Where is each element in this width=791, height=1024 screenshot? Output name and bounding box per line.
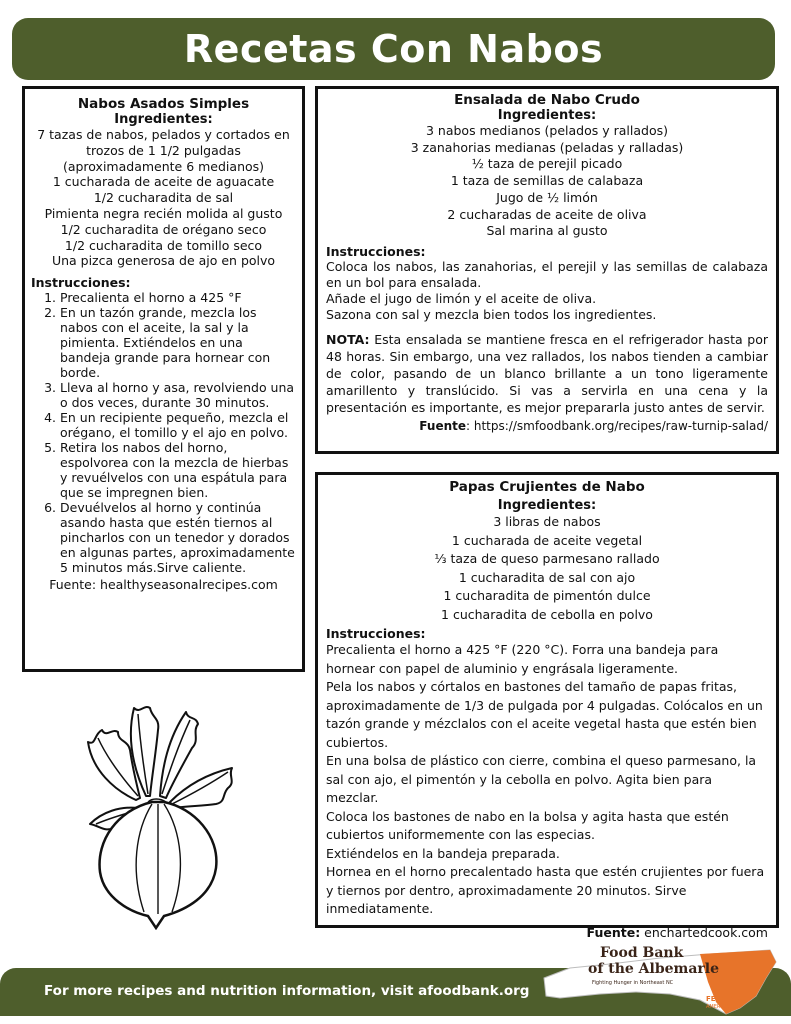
instruction-paragraph: Pela los nabos y córtalos en bastones del tamaño de papas fritas, aproximadamente de 1/3 de pulgada por 4 pulgadas. Colócalos en un tazón grande y mézclalos con el aceite vegetal hasta que estén bien cubiertos.	[326, 679, 763, 750]
header-banner	[12, 18, 775, 80]
instruction-step: 6. Devuélvelos al horno y continúa asando hasta que estén tiernos al pincharlos con un tenedor y dorados en algunas partes, aproximadamente 5 minutos más.Sirve caliente.	[60, 500, 296, 575]
ingredient-item: 1 taza de semillas de calabaza	[450, 173, 644, 189]
ingredient-item: 1 cucharada de aceite vegetal	[451, 532, 643, 548]
ingredients-heading: Ingredientes:	[497, 498, 597, 513]
instructions-heading: Instrucciones:	[326, 243, 426, 259]
instruction-paragraph: Precalienta el horno a 425 °F (220 °C). Forra una bandeja para hornear con papel de aluminio y engrásala ligeramente.	[326, 642, 719, 676]
note-text: Esta ensalada se mantiene fresca en el refrigerador hasta por 48 horas. Sin embargo, una vez rallados, los nabos tienden a cambiar de color, pasando de un blanco brillante a un tono ligeramente amarillento y translúcido. Si vas a servirla en una cena y la presentación es importante, es mejor prepararla justo antes de servir.	[326, 331, 768, 415]
ingredients-heading: Ingredientes:	[497, 108, 597, 123]
logo-text-albemarle: of the Albemarle	[588, 961, 720, 977]
ingredients-list	[326, 513, 768, 624]
ingredient-item: 1 cucharadita de sal con ajo	[458, 569, 636, 585]
recipe-card-turnip-fries	[315, 472, 779, 940]
feeding-america-logo-sub: AMERICA	[706, 1004, 729, 1010]
logo-tagline: Fighting Hunger in Northeast NC	[592, 980, 674, 986]
recipe-note	[326, 331, 768, 416]
instruction-paragraph: Extiéndelos en la bandeja preparada.	[326, 845, 560, 861]
ingredient-item: ⅓ taza de queso parmesano rallado	[434, 551, 660, 566]
turnip-illustration-icon	[74, 690, 244, 930]
instruction-step: 1. Precalienta el horno a 425 °F	[60, 290, 296, 305]
recipe-title: Papas Crujientes de Nabo	[449, 479, 645, 495]
instruction-paragraph: En una bolsa de plástico con cierre, combina el queso parmesano, la sal con ajo, el pimentón y la cebolla en polvo. Agita bien para mezclar.	[326, 753, 757, 805]
ingredient-item: 1/2 cucharadita de tomillo seco	[64, 237, 263, 253]
ingredients-list	[31, 127, 296, 269]
instruction-step: 4. En un recipiente pequeño, mezcla el orégano, el tomillo y el ajo en polvo.	[60, 410, 296, 440]
recipe-source	[326, 418, 768, 434]
source-url: enchartedcook.com	[640, 924, 768, 940]
instructions-heading: Instrucciones:	[326, 626, 426, 641]
ingredient-item: ½ taza de perejil picado	[471, 156, 623, 172]
instruction-paragraph: Hornea en el horno precalentado hasta que estén crujientes por fuera y tiernos por dentro, aproximadamente 20 minutos. Sirve inmediatamente.	[326, 864, 765, 916]
recipe-title: Nabos Asados Simples	[77, 96, 250, 112]
logo-text-food-bank: Food Bank	[600, 945, 684, 961]
source-label: Fuente	[419, 418, 466, 433]
ingredients-heading: Ingredientes:	[114, 112, 213, 127]
ingredients-list	[326, 123, 768, 240]
ingredient-item: 1 cucharadita de pimentón dulce	[443, 588, 651, 603]
ingredient-item: Jugo de ½ limón	[496, 189, 598, 205]
recipe-card-raw-turnip-salad	[315, 86, 779, 454]
instruction-paragraph: Coloca los bastones de nabo en la bolsa y agita hasta que estén cubiertos uniformemente con las especias.	[326, 808, 729, 842]
ingredient-item: 1 cucharadita de cebolla en polvo	[441, 606, 653, 622]
instruction-step: 2. En un tazón grande, mezcla los nabos con el aceite, la sal y la pimienta. Extiéndelos en una bandeja grande para hornear con borde.	[60, 305, 296, 380]
instruction-step: 5. Retira los nabos del horno, espolvorea con la mezcla de hierbas y revuélvelos con una espátula para que se impregnen bien.	[60, 440, 296, 500]
footer-link-text[interactable]: For more recipes and nutrition information, visit afoodbank.org	[44, 983, 530, 999]
ingredient-item: 1/2 cucharadita de sal	[93, 190, 234, 206]
note-label: NOTA:	[326, 331, 370, 347]
ingredient-item: 3 libras de nabos	[493, 514, 601, 529]
recipe-card-roasted-turnips	[22, 86, 305, 672]
ingredient-item: 2 cucharadas de aceite de oliva	[447, 206, 647, 222]
ingredient-item: 1/2 cucharadita de orégano seco	[60, 221, 267, 237]
ingredient-item: Una pizca generosa de ajo en polvo	[51, 253, 276, 269]
ingredient-item: 3 nabos medianos (pelados y rallados)	[425, 123, 669, 138]
ingredient-item: 1 cucharada de aceite de aguacate	[52, 174, 275, 190]
ingredient-item: Sal marina al gusto	[486, 223, 608, 239]
ingredient-item: 7 tazas de nabos, pelados y cortados en trozos de 1 1/2 pulgadas (aproximadamente 6 medianos)	[37, 127, 290, 174]
ingredient-item: 3 zanahorias medianas (peladas y ralladas)	[410, 139, 684, 155]
instruction-steps	[31, 290, 296, 575]
instruction-step: 3. Lleva al horno y asa, revolviendo una o dos veces, durante 30 minutos.	[60, 380, 296, 410]
instruction-paragraph: Añade el jugo de limón y el aceite de oliva.	[326, 290, 597, 306]
recipe-title: Ensalada de Nabo Crudo	[454, 92, 640, 108]
recipe-source: Fuente: healthyseasonalrecipes.com	[49, 577, 278, 593]
ingredient-item: Pimienta negra recién molida al gusto	[44, 205, 283, 221]
instruction-paragraph: Sazona con sal y mezcla bien todos los ingredientes.	[326, 306, 657, 322]
instructions-heading: Instrucciones:	[31, 275, 131, 291]
source-url: : https://smfoodbank.org/recipes/raw-turnip-salad/	[466, 418, 768, 433]
instruction-paragraph: Coloca los nabos, las zanahorias, el perejil y las semillas de calabaza en un bol para ensalada.	[326, 258, 768, 290]
source-label: Fuente:	[586, 924, 641, 940]
page-title: Recetas Con Nabos	[183, 27, 604, 71]
feeding-america-logo: FEEDING	[706, 995, 741, 1003]
